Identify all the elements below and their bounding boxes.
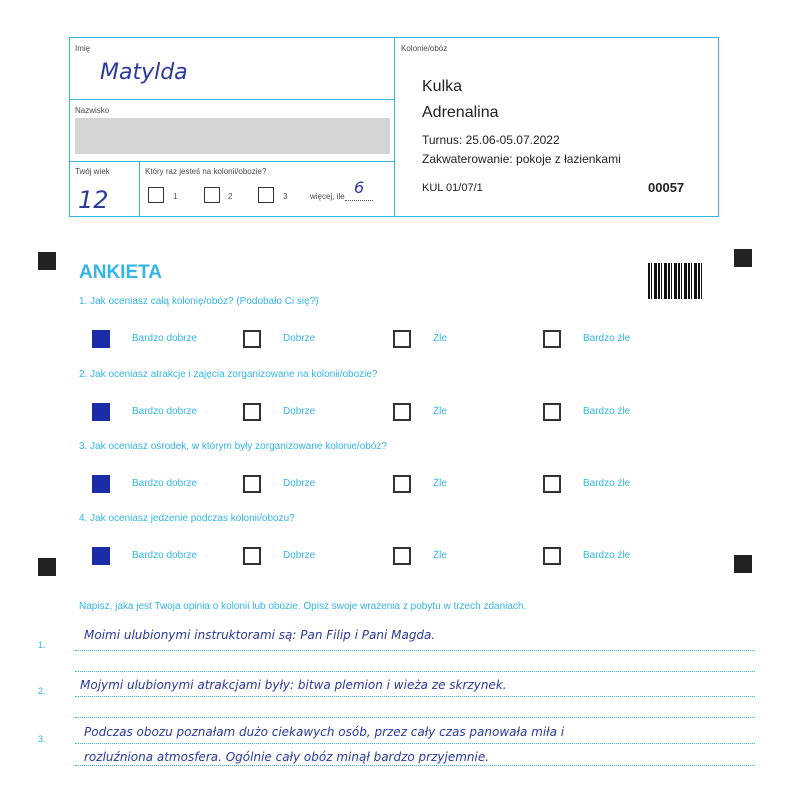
kolonie-label: Kolonie/obóz — [401, 44, 448, 53]
question-4-option-4-label: Bardzo źle — [583, 550, 631, 561]
zakwaterowanie: Zakwaterowanie: pokoje z łazienkami — [422, 152, 621, 166]
visit-option-3-label: 3 — [283, 192, 288, 201]
question-4-option-3-label: Źle — [433, 550, 447, 561]
wiek-label: Twój wiek — [75, 167, 110, 176]
survey-title: ANKIETA — [79, 262, 163, 283]
header-divider-2 — [69, 161, 394, 162]
question-1-option-4-checkbox[interactable] — [543, 330, 561, 348]
ktory-raz-label: Który raz jesteś na kolonii/obozie? — [145, 167, 267, 176]
question-3-text: 3. Jak oceniasz ośrodek, w którym były zorganizowane kolonie/obóz? — [79, 441, 387, 452]
imie-label: Imię — [75, 44, 91, 53]
nazwisko-label: Nazwisko — [75, 106, 110, 115]
visit-option-3-checkbox[interactable] — [258, 187, 274, 203]
question-2-text: 2. Jak oceniasz atrakcje i zajęcia zorganizowane na kolonii/obozie? — [79, 369, 378, 380]
question-3-option-4-checkbox[interactable] — [543, 475, 561, 493]
header-divider-vertical — [394, 37, 395, 217]
question-2-option-3-checkbox[interactable] — [393, 403, 411, 421]
age-divider — [139, 161, 140, 217]
question-4-option-2-checkbox[interactable] — [243, 547, 261, 565]
question-1-option-1-label: Bardzo dobrze — [132, 333, 198, 344]
question-1-option-1-checkbox[interactable] — [92, 330, 110, 348]
opinion-text-2: Mojymi ulubionymi atrakcjami były: bitwa plemion i wieża ze skrzynek. — [80, 678, 507, 692]
question-4-option-4-checkbox[interactable] — [543, 547, 561, 565]
question-3-option-2-checkbox[interactable] — [243, 475, 261, 493]
camp-code: KUL 01/07/1 — [422, 182, 483, 194]
wiecej-label: więcej, ile — [310, 192, 345, 201]
question-1-option-2-label: Dobrze — [283, 333, 316, 344]
registration-marker-ml — [38, 558, 56, 576]
opinion-line-1a — [75, 650, 755, 651]
question-1-option-2-checkbox[interactable] — [243, 330, 261, 348]
opinion-text-3b: rozluźniona atmosfera. Ogólnie cały obóz minął bardzo przyjemnie. — [84, 750, 490, 764]
registration-marker-tl — [38, 252, 56, 270]
camp-name-1: Kulka — [422, 78, 463, 95]
question-1-option-4-label: Bardzo źle — [583, 333, 631, 344]
wiecej-value: 6 — [354, 178, 365, 197]
turnus: Turnus: 25.06-05.07.2022 — [422, 133, 560, 147]
question-2-option-3-label: Źle — [433, 406, 447, 417]
question-4-text: 4. Jak oceniasz jedzenie podczas kolonii/obozu? — [79, 513, 295, 524]
opinion-text-3a: Podczas obozu poznałam dużo ciekawych osób, przez cały czas panowała miła i — [84, 725, 565, 739]
nazwisko-redacted — [75, 118, 390, 154]
question-2-option-4-label: Bardzo źle — [583, 406, 631, 417]
imie-value: Matylda — [100, 60, 188, 85]
opinion-line-2a — [75, 696, 755, 697]
camp-name-2: Adrenalina — [422, 104, 499, 121]
registration-marker-mr — [734, 555, 752, 573]
visit-option-1-checkbox[interactable] — [148, 187, 164, 203]
wiek-value: 12 — [78, 186, 109, 214]
question-1-text: 1. Jak oceniasz całą kolonię/obóz? (Podobało Ci się?) — [79, 296, 319, 307]
opinion-number-1: 1. — [38, 640, 46, 650]
question-4-option-1-checkbox[interactable] — [92, 547, 110, 565]
header-divider-1 — [69, 99, 394, 100]
form-number: 00057 — [648, 180, 685, 195]
question-4-option-3-checkbox[interactable] — [393, 547, 411, 565]
question-3-option-3-label: Źle — [433, 478, 447, 489]
opinion-line-1b — [75, 671, 755, 672]
opinion-line-3a — [75, 743, 755, 744]
wiecej-dotted-line — [345, 200, 373, 201]
question-3-option-4-label: Bardzo źle — [583, 478, 631, 489]
visit-option-2-label: 2 — [228, 192, 233, 201]
opinion-prompt: Napisz, jaka jest Twoja opinia o kolonii lub obozie. Opisz swoje wrażenia z pobytu w trzech zdaniach. — [79, 601, 527, 612]
question-2-option-1-checkbox[interactable] — [92, 403, 110, 421]
question-4-option-2-label: Dobrze — [283, 550, 316, 561]
question-2-option-2-checkbox[interactable] — [243, 403, 261, 421]
visit-option-2-checkbox[interactable] — [204, 187, 220, 203]
question-3-option-2-label: Dobrze — [283, 478, 316, 489]
question-4-option-1-label: Bardzo dobrze — [132, 550, 198, 561]
visit-option-1-label: 1 — [173, 192, 178, 201]
question-2-option-2-label: Dobrze — [283, 406, 316, 417]
opinion-line-3b — [75, 765, 755, 766]
question-3-option-1-checkbox[interactable] — [92, 475, 110, 493]
registration-marker-tr — [734, 249, 752, 267]
question-2-option-1-label: Bardzo dobrze — [132, 406, 198, 417]
question-1-option-3-checkbox[interactable] — [393, 330, 411, 348]
opinion-number-2: 2. — [38, 686, 46, 696]
opinion-line-2b — [75, 717, 755, 718]
question-3-option-1-label: Bardzo dobrze — [132, 478, 198, 489]
question-3-option-3-checkbox[interactable] — [393, 475, 411, 493]
barcode — [648, 263, 702, 299]
question-1-option-3-label: Źle — [433, 333, 447, 344]
opinion-text-1: Moimi ulubionymi instruktorami są: Pan Filip i Pani Magda. — [84, 628, 436, 642]
opinion-number-3: 3. — [38, 734, 46, 744]
question-2-option-4-checkbox[interactable] — [543, 403, 561, 421]
